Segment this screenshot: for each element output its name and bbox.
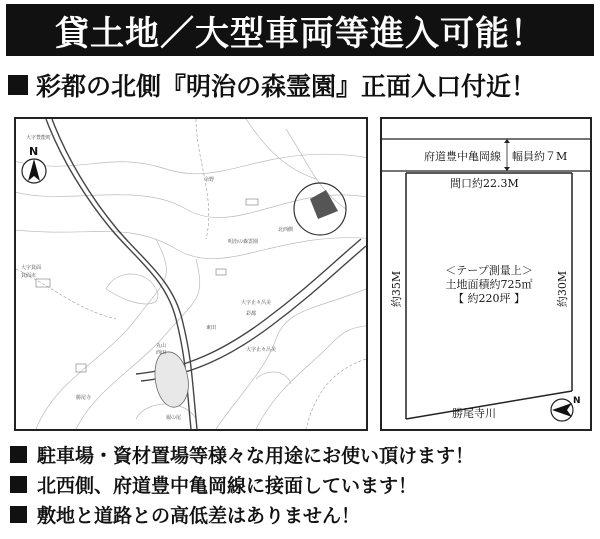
map-north-label: N [29, 145, 39, 158]
map-label: 明治の森霊園 [228, 239, 259, 245]
map-label: 丸山 [156, 343, 167, 349]
map-label: 大字豊能町 [26, 135, 52, 141]
river-label: 勝尾寺川 [452, 407, 496, 420]
map-label: 東田 [206, 325, 217, 331]
area-caption: ＜テープ測量上＞ [445, 264, 533, 277]
area-tsubo: 【 約220坪 】 [453, 292, 525, 305]
subtitle-text: 彩都の北側『明治の森霊園』正面入口付近！ [36, 72, 537, 101]
map-label: 余野 [204, 177, 215, 183]
bullet-square-icon [10, 506, 27, 523]
frontage-label: 間口約22.3M [450, 177, 519, 190]
map-label: 大字箕面 [21, 265, 42, 271]
bullet-square-icon [8, 75, 28, 95]
map-label: 北西側 [278, 227, 294, 233]
subtitle [8, 62, 594, 108]
map-label: 大字止々呂美 [241, 300, 272, 306]
map-label: 彩都 [246, 311, 257, 317]
right-depth-label: 約30M [556, 270, 569, 308]
map-label: 西田 [156, 350, 167, 356]
list-item-text: 駐車場・資材置場等様々な用途にお使い頂けます！ [37, 444, 475, 467]
list-item [10, 499, 594, 529]
plan-north-label: N [573, 396, 581, 406]
left-depth-label: 約35M [390, 270, 403, 308]
title-banner [6, 4, 594, 56]
list-item-text: 敷地と道路との高低差はありません！ [37, 504, 361, 527]
map-label: 勝尾寺 [76, 395, 92, 401]
location-map [14, 117, 368, 431]
road-name: 府道豊中亀岡線 [424, 150, 501, 163]
site-plan-drawing [382, 119, 590, 429]
page-title: 貸土地／大型車両等進入可能！ [55, 13, 545, 54]
map-drawing [16, 119, 366, 429]
feature-list [10, 439, 594, 529]
list-item [10, 439, 594, 469]
list-item [10, 469, 594, 499]
list-item-text: 北西側、府道豊中亀岡線に接面しています！ [37, 474, 418, 497]
map-label: 箕面市 [21, 273, 37, 279]
road-width: 幅員約７M [512, 150, 568, 163]
map-label: 大字止々呂美 [246, 347, 277, 353]
area-value: 土地面積約725㎡ [445, 278, 533, 291]
map-label: 堀の尾 [166, 415, 182, 421]
bullet-square-icon [10, 446, 27, 463]
site-plan [380, 117, 592, 431]
bullet-square-icon [10, 476, 27, 493]
